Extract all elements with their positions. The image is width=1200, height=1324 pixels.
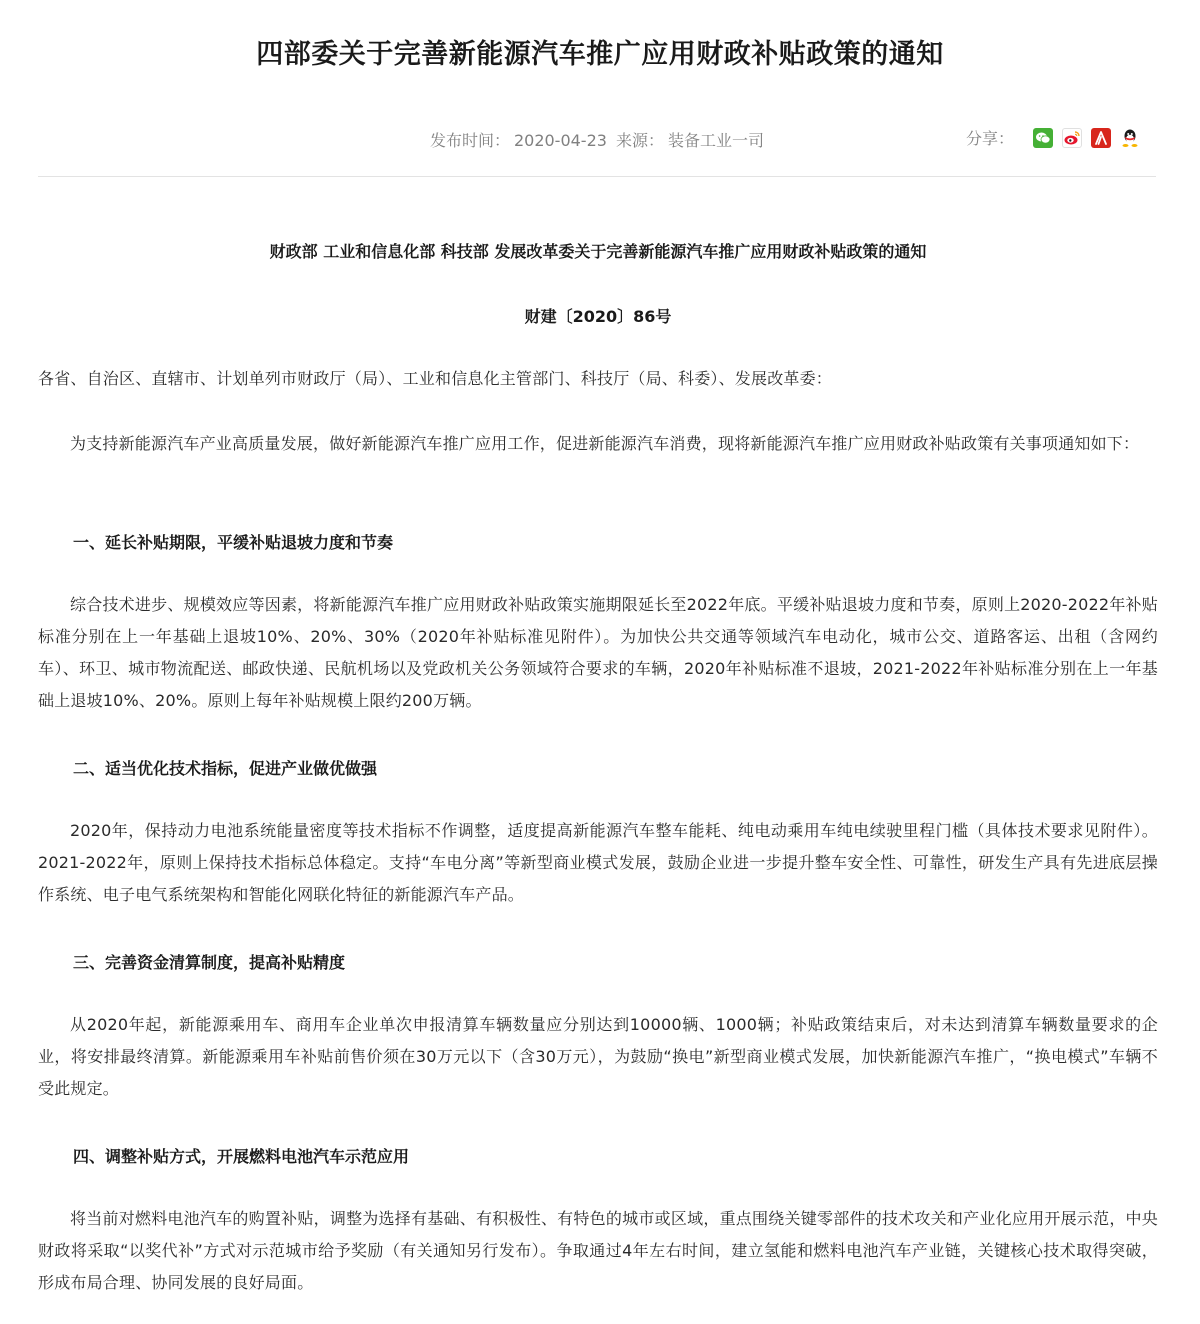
section-heading-1: 一、延长补贴期限，平缓补贴退坡力度和节奏 [73, 533, 394, 552]
publish-date-label: 发布时间： [429, 131, 510, 150]
source-name: 装备工业一司 [668, 131, 765, 150]
share-bar [966, 126, 1140, 149]
section-heading-3: 三、完善资金清算制度，提高补贴精度 [73, 953, 346, 972]
qq-share-button[interactable] [1120, 128, 1140, 148]
addressees: 各省、自治区、直辖市、计划单列市财政厅（局）、工业和信息化主管部门、科技厅（局、科委）、发展改革委： [38, 369, 833, 388]
qq-icon [1121, 128, 1139, 148]
publish-date: 2020-04-23 [513, 131, 607, 150]
section-text-2: 2020年，保持动力电池系统能量密度等技术指标不作调整，适度提高新能源汽车整车能耗、纯电动乘用车纯电续驶里程门槛（具体技术要求见附件）。2021-2022年，原则上保持技术指标总体稳定。支持“车电分离”等新型商业模式发展，鼓励企业进一步提升整车安全性、可靠性，研发生产具有先进底层操作系统、电子电气系统架构和智能化网联化特征的新能源汽车产品。 [38, 821, 1158, 904]
wechat-share-button[interactable] [1033, 128, 1053, 148]
weibo-share-button[interactable] [1062, 128, 1082, 148]
document-number: 财建〔2020〕86号 [524, 307, 672, 326]
weibo-icon [1063, 130, 1081, 146]
renren-icon [1093, 130, 1109, 146]
source-label: 来源： [616, 131, 665, 150]
intro-paragraph: 为支持新能源汽车产业高质量发展，做好新能源汽车推广应用工作，促进新能源汽车消费，现将新能源汽车推广应用财政补贴政策有关事项通知如下： [70, 434, 1140, 453]
renren-share-button[interactable] [1091, 128, 1111, 148]
section-text-1: 综合技术进步、规模效应等因素，将新能源汽车推广应用财政补贴政策实施期限延长至2022年底。平缓补贴退坡力度和节奏，原则上2020-2022年补贴标准分别在上一年基础上退坡10%、20%、30%（2020年补贴标准见附件）。为加快公共交通等领域汽车电动化，城市公交、道路客运、出租（含网约车）、环卫、城市物流配送、邮政快递、民航机场以及党政机关公务领域符合要求的车辆，2020年补贴标准不退坡，2021-2022年补贴标准分别在上一年基础上退坡10%、20%。原则上每年补贴规模上限约200万辆。 [38, 595, 1158, 710]
section-heading-2: 二、适当优化技术指标，促进产业做优做强 [73, 759, 378, 778]
page-title: 四部委关于完善新能源汽车推广应用财政补贴政策的通知 [256, 39, 944, 70]
section-text-3: 从2020年起，新能源乘用车、商用车企业单次申报清算车辆数量应分别达到10000辆、1000辆；补贴政策结束后，对未达到清算车辆数量要求的企业，将安排最终清算。新能源乘用车补贴前售价须在30万元以下（含30万元），为鼓励“换电”新型商业模式发展，加快新能源汽车推广，“换电模式”车辆不受此规定。 [38, 1015, 1158, 1098]
wechat-icon [1035, 131, 1051, 145]
share-label: 分享： [965, 129, 1014, 148]
document-heading: 财政部 工业和信息化部 科技部 发展改革委关于完善新能源汽车推广应用财政补贴政策的通知 [269, 242, 927, 261]
article-meta-bar [38, 126, 1156, 152]
section-heading-4: 四、调整补贴方式，开展燃料电池汽车示范应用 [73, 1147, 410, 1166]
section-text-4: 将当前对燃料电池汽车的购置补贴，调整为选择有基础、有积极性、有特色的城市或区域，重点围绕关键零部件的技术攻关和产业化应用开展示范，中央财政将采取“以奖代补”方式对示范城市给予奖励（有关通知另行发布）。争取通过4年左右时间，建立氢能和燃料电池汽车产业链，关键核心技术取得突破，形成布局合理、协同发展的良好局面。 [38, 1209, 1158, 1292]
title-divider [38, 176, 1156, 177]
